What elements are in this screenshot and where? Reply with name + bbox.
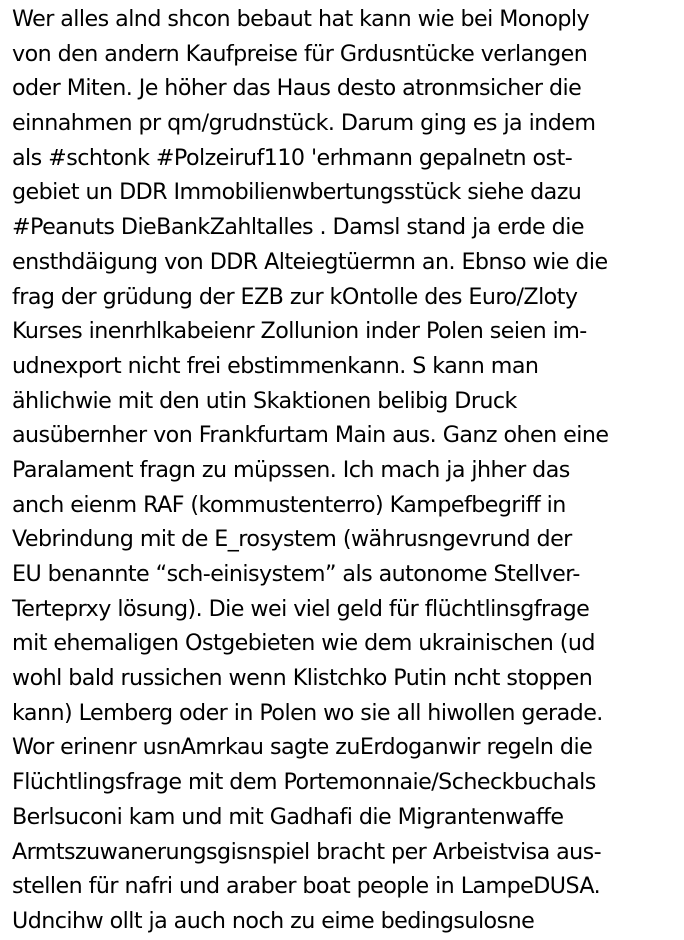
text-line: Flüchtlingsfrage mit dem Portemonnaie/Scheckbuchals <box>12 769 596 796</box>
text-line: Udncihw ollt ja auch noch zu eime bedingsulosne <box>12 907 535 934</box>
text-line: Terteprxy lösung). Die wei viel geld für flüchtlinsgfrage <box>12 595 590 622</box>
text-line: Kurses inenrhlkabeienr Zollunion inder Polen seien im- <box>12 318 587 345</box>
text-line: ausübernher von Frankfurtam Main aus. Ganz ohen eine <box>12 422 609 449</box>
text-line: Berlsuconi kam und mit Gadhafi die Migrantenwaffe <box>12 803 564 830</box>
text-line: #Peanuts DieBankZahltalles . Damsl stand ja erde die <box>12 214 584 241</box>
text-line: Wor erinenr usnAmrkau sagte zuErdoganwir regeln die <box>12 734 593 761</box>
text-line: mit ehemaligen Ostgebieten wie dem ukrainischen (ud <box>12 630 595 657</box>
text-line: einnahmen pr qm/grudnstück. Darum ging es ja indem <box>12 110 596 137</box>
text-line: wohl bald russichen wenn Klistchko Putin ncht stoppen <box>12 665 593 692</box>
text-line: Vebrindung mit de E_rosystem (währusngevrund der <box>12 526 572 553</box>
text-line: anch eienm RAF (kommustenterro) Kampefbegriff in <box>12 491 566 518</box>
text-line: Armtszuwanerungsgisnspiel bracht per Arbeistvisa aus- <box>12 838 602 865</box>
text-line: gebiet un DDR Immobilienwbertungsstück siehe dazu <box>12 179 582 206</box>
text-line: ensthdäigung von DDR Alteiegtüermn an. Ebnso wie die <box>12 248 608 275</box>
text-line: oder Miten. Je höher das Haus desto atronmsicher die <box>12 75 582 102</box>
text-line: Wer alles alnd shcon bebaut hat kann wie bei Monoply <box>12 6 590 32</box>
text-line: EU benannte “sch-einisystem” als autonome Stellver- <box>12 561 580 587</box>
text-line: von den andern Kaufpreise für Grdusntücke verlangen <box>12 40 588 67</box>
text-line: Paralament fragn zu müpssen. Ich mach ja jhher das <box>12 456 570 483</box>
text-line: kann) Lemberg oder in Polen wo sie all hiwollen gerade. <box>12 699 603 726</box>
text-line: stellen für nafri und araber boat people in LampeDUSA. <box>12 873 601 900</box>
body-text <box>12 2 680 939</box>
text-line: als #schtonk #Polzeiruf110 'erhmann gepalnetn ost- <box>12 144 573 171</box>
text-line: ählichwie mit den utin Skaktionen belibig Druck <box>12 387 517 414</box>
text-line: udnexport nicht frei ebstimmenkann. S kann man <box>12 352 539 379</box>
text-line: frag der grüdung der EZB zur kOntolle des Euro/Zloty <box>12 283 578 310</box>
